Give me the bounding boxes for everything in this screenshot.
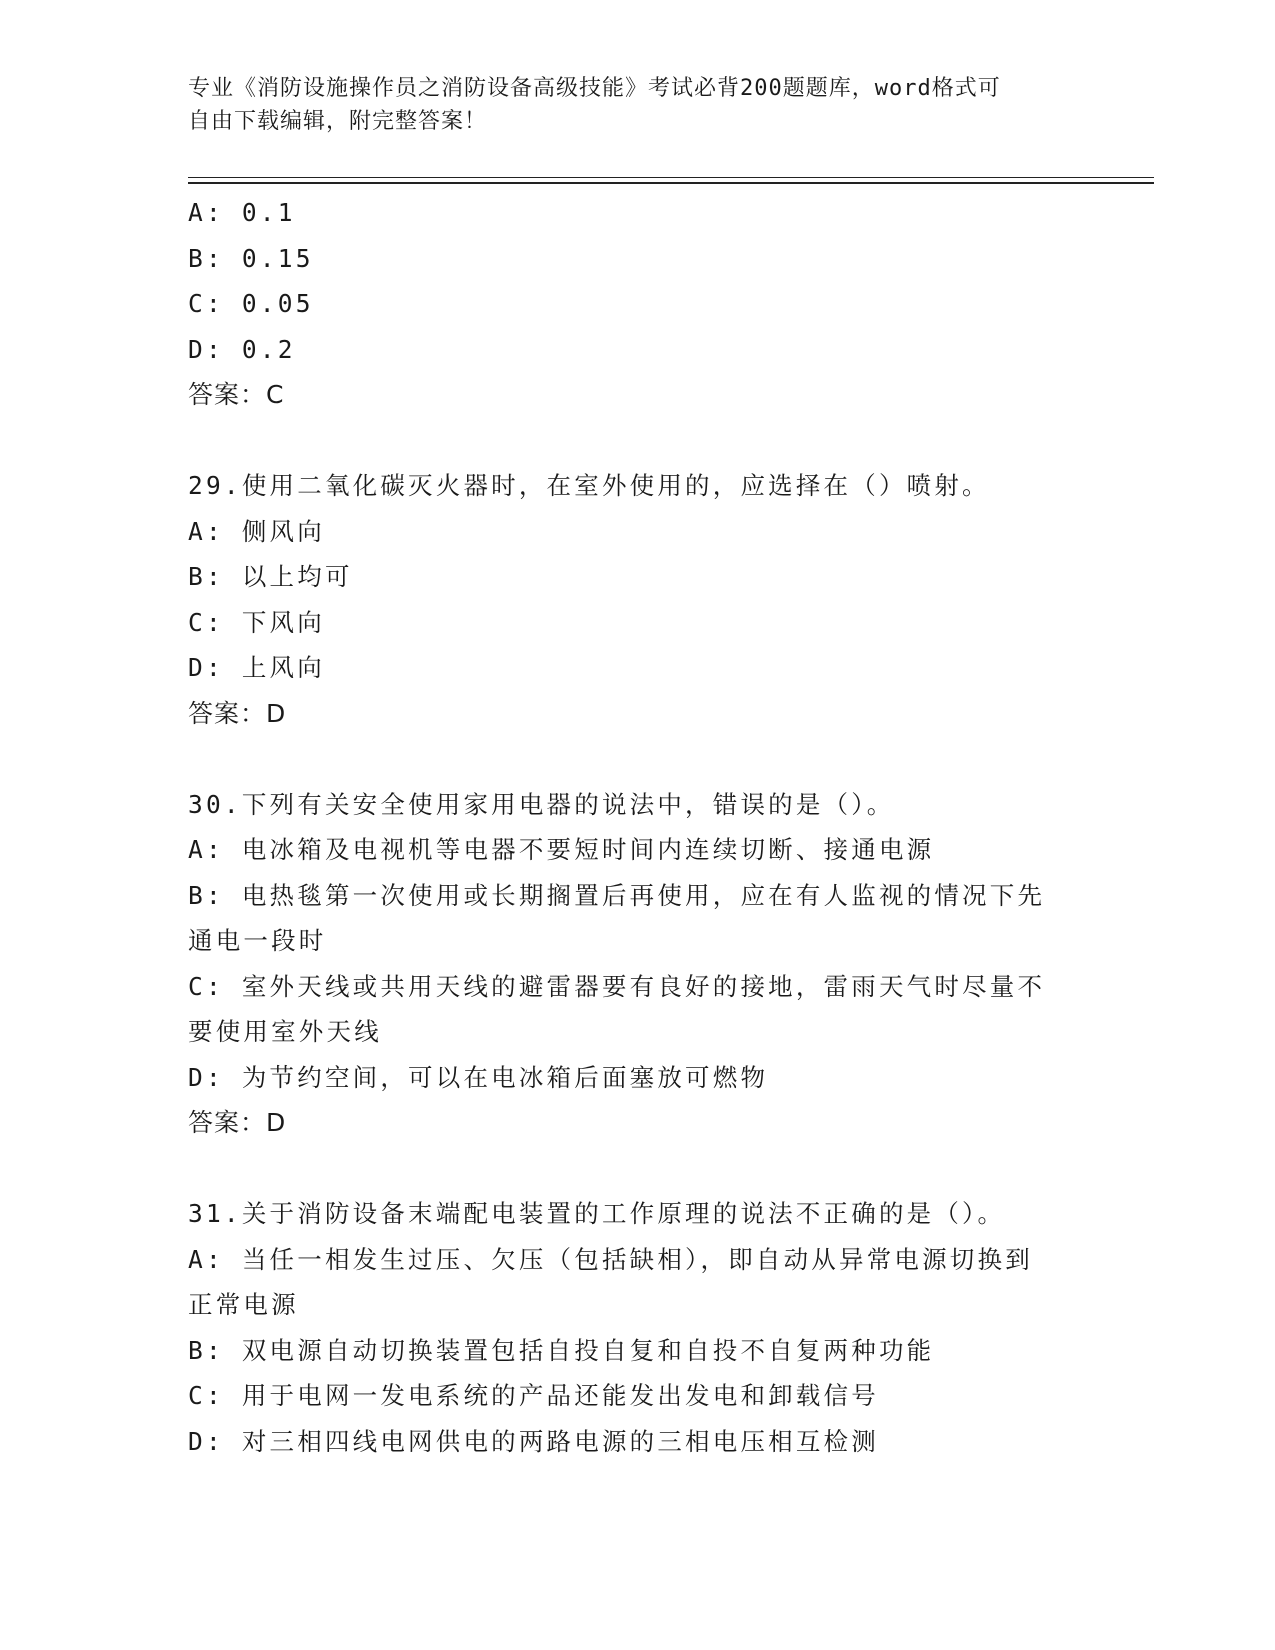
answer-line: 答案：D [188, 698, 287, 728]
question-spacer [188, 1146, 1088, 1192]
document-header [188, 72, 1088, 138]
option-b-continued: 通电一段时 [188, 926, 327, 955]
option-b: B: 0.15 [188, 243, 314, 273]
option-d: D: 为节约空间，可以在电冰箱后面塞放可燃物 [188, 1062, 769, 1092]
question-spacer [188, 418, 1088, 464]
option-a: A: 侧风向 [188, 516, 325, 546]
option-c: C: 室外天线或共用天线的避雷器要有良好的接地，雷雨天气时尽量不 [188, 971, 1046, 1001]
option-c-continued: 要使用室外天线 [188, 1017, 382, 1046]
option-c: C: 下风向 [188, 607, 325, 637]
question-spacer [188, 736, 1088, 782]
option-a-continued: 正常电源 [188, 1290, 299, 1319]
header-line-2: 自由下载编辑，附完整答案！ [188, 109, 488, 134]
option-d: D: 上风向 [188, 653, 325, 682]
answer-line: 答案：C [188, 380, 285, 409]
question-31 [188, 1191, 1088, 1464]
option-a: A: 当任一相发生过压、欠压（包括缺相），即自动从异常电源切换到 [188, 1244, 1033, 1274]
question-stem: 29.使用二氧化碳灭火器时，在室外使用的，应选择在（）喷射。 [188, 471, 990, 500]
option-a: A: 电冰箱及电视机等电器不要短时间内连续切断、接通电源 [188, 835, 935, 864]
option-d: D: 对三相四线电网供电的两路电源的三相电压相互检测 [188, 1426, 879, 1456]
question-stem: 30.下列有关安全使用家用电器的说法中，错误的是（）。 [188, 789, 895, 819]
header-divider-thick [188, 182, 1154, 184]
header-line-1: 专业《消防设施操作员之消防设备高级技能》考试必背200题题库，word格式可 [188, 76, 1001, 101]
option-a: A: 0.1 [188, 198, 296, 227]
option-b: B: 以上均可 [188, 562, 353, 591]
question-stem: 31.关于消防设备末端配电装置的工作原理的说法不正确的是（）。 [188, 1199, 1006, 1228]
option-c: C: 0.05 [188, 289, 314, 318]
option-d: D: 0.2 [188, 334, 296, 364]
answer-line: 答案：D [188, 1108, 287, 1137]
option-b: B: 双电源自动切换装置包括自投自复和自投不自复两种功能 [188, 1335, 935, 1365]
question-30 [188, 782, 1088, 1146]
question-29 [188, 463, 1088, 736]
option-c: C: 用于电网一发电系统的产品还能发出发电和卸载信号 [188, 1381, 879, 1410]
option-b: B: 电热毯第一次使用或长期搁置后再使用，应在有人监视的情况下先 [188, 880, 1046, 910]
question-list [188, 190, 1088, 1464]
question-28 [188, 190, 1088, 418]
header-divider-thin [188, 177, 1154, 178]
